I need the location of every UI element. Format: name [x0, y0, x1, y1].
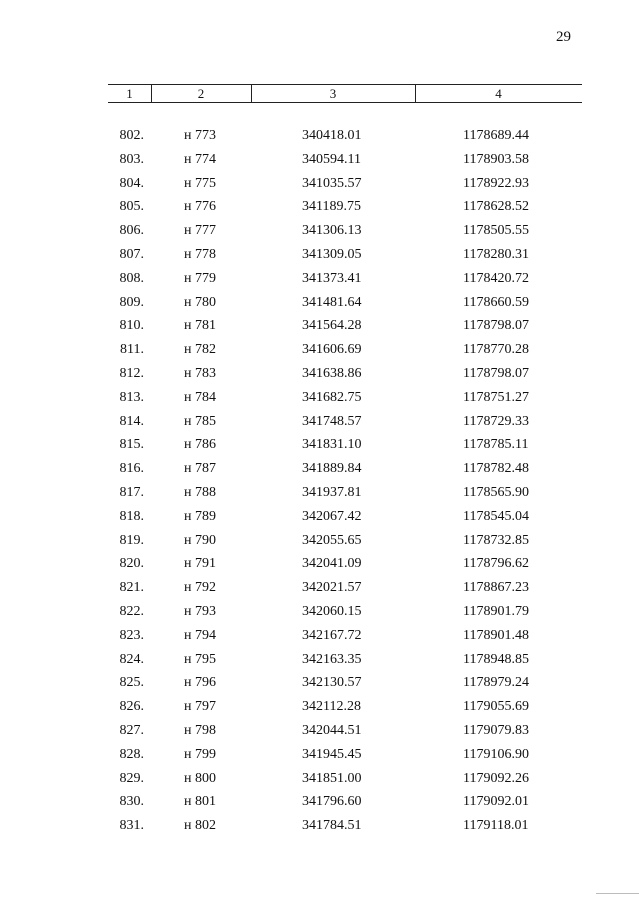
row-number: 803.: [119, 151, 144, 167]
header-bottom-rule: [108, 102, 582, 103]
row-number: 820.: [119, 556, 144, 572]
row-number: 825.: [119, 675, 144, 691]
row-number: 809.: [119, 294, 144, 310]
point-name: н 785: [184, 413, 216, 429]
header-divider: [415, 85, 416, 102]
point-name: н 790: [184, 532, 216, 548]
table-row: [0, 435, 639, 459]
row-number: 822.: [119, 603, 144, 619]
y-coordinate: 1179092.01: [463, 794, 529, 810]
row-number: 829.: [119, 770, 144, 786]
row-number: 818.: [119, 508, 144, 524]
x-coordinate: 341638.86: [302, 365, 362, 381]
x-coordinate: 342021.57: [302, 580, 362, 596]
table-row: [0, 126, 639, 150]
row-number: 813.: [119, 389, 144, 405]
point-name: н 786: [184, 437, 216, 453]
row-number: 823.: [119, 627, 144, 643]
table-row: [0, 364, 639, 388]
x-coordinate: 341189.75: [302, 199, 361, 215]
x-coordinate: 341606.69: [302, 342, 362, 358]
point-name: н 792: [184, 580, 216, 596]
table-row: [0, 721, 639, 745]
x-coordinate: 342044.51: [302, 722, 362, 738]
table-row: [0, 150, 639, 174]
x-coordinate: 341481.64: [302, 294, 362, 310]
x-coordinate: 341784.51: [302, 818, 362, 834]
x-coordinate: 341306.13: [302, 223, 362, 239]
header-col-4: 4: [495, 86, 502, 101]
y-coordinate: 1178628.52: [463, 199, 529, 215]
point-name: н 780: [184, 294, 216, 310]
row-number: 807.: [119, 246, 144, 262]
y-coordinate: 1178732.85: [463, 532, 529, 548]
point-name: н 791: [184, 556, 216, 572]
x-coordinate: 341831.10: [302, 437, 362, 453]
x-coordinate: 340594.11: [302, 151, 361, 167]
table-row: [0, 412, 639, 436]
row-number: 804.: [119, 175, 144, 191]
x-coordinate: 341937.81: [302, 484, 362, 500]
scan-edge-mark: [596, 893, 639, 894]
table-row: [0, 269, 639, 293]
x-coordinate: 341796.60: [302, 794, 362, 810]
y-coordinate: 1178979.24: [463, 675, 529, 691]
row-number: 805.: [119, 199, 144, 215]
table-row: [0, 174, 639, 198]
x-coordinate: 341889.84: [302, 461, 362, 477]
point-name: н 797: [184, 699, 216, 715]
header-col-3: 3: [329, 86, 337, 101]
row-number: 812.: [119, 365, 144, 381]
x-coordinate: 342167.72: [302, 627, 362, 643]
point-name: н 784: [184, 389, 216, 405]
point-name: н 788: [184, 484, 216, 500]
table-row: [0, 602, 639, 626]
x-coordinate: 341851.00: [302, 770, 362, 786]
y-coordinate: 1178770.28: [463, 342, 529, 358]
x-coordinate: 341748.57: [302, 413, 362, 429]
x-coordinate: 341373.41: [302, 270, 362, 286]
row-number: 830.: [119, 794, 144, 810]
point-name: н 775: [184, 175, 216, 191]
table-row: [0, 483, 639, 507]
x-coordinate: 342130.57: [302, 675, 362, 691]
x-coordinate: 342041.09: [302, 556, 362, 572]
x-coordinate: 342112.28: [302, 699, 361, 715]
table-row: [0, 531, 639, 555]
point-name: н 802: [184, 818, 216, 834]
x-coordinate: 342067.42: [302, 508, 362, 524]
y-coordinate: 1178751.27: [463, 389, 529, 405]
y-coordinate: 1179106.90: [463, 746, 529, 762]
row-number: 816.: [119, 461, 144, 477]
point-name: н 800: [184, 770, 216, 786]
point-name: н 796: [184, 675, 216, 691]
y-coordinate: 1178867.23: [463, 580, 529, 596]
row-number: 824.: [119, 651, 144, 667]
x-coordinate: 340418.01: [302, 128, 362, 143]
point-name: н 795: [184, 651, 216, 667]
table-row: [0, 245, 639, 269]
table-row: [0, 697, 639, 721]
header-divider: [151, 85, 152, 102]
y-coordinate: 1178660.59: [463, 294, 529, 310]
table-header: [108, 85, 582, 102]
y-coordinate: 1178729.33: [463, 413, 529, 429]
table-row: [0, 673, 639, 697]
point-name: н 801: [184, 794, 216, 810]
y-coordinate: 1179092.26: [463, 770, 529, 786]
y-coordinate: 1178280.31: [463, 246, 529, 262]
point-name: н 773: [184, 128, 216, 143]
y-coordinate: 1178785.11: [463, 437, 529, 453]
point-name: н 783: [184, 365, 216, 381]
x-coordinate: 342055.65: [302, 532, 362, 548]
y-coordinate: 1178922.93: [463, 175, 529, 191]
point-name: н 793: [184, 603, 216, 619]
row-number: 806.: [119, 223, 144, 239]
row-number: 808.: [119, 270, 144, 286]
point-name: н 799: [184, 746, 216, 762]
point-name: н 781: [184, 318, 216, 334]
row-number: 826.: [119, 699, 144, 715]
point-name: н 798: [184, 722, 216, 738]
point-name: н 789: [184, 508, 216, 524]
coordinates-table-body: [0, 126, 639, 840]
row-number: 802.: [119, 128, 144, 143]
point-name: н 787: [184, 461, 216, 477]
x-coordinate: 341945.45: [302, 746, 362, 762]
point-name: н 774: [184, 151, 216, 167]
y-coordinate: 1179118.01: [463, 818, 529, 834]
x-coordinate: 342060.15: [302, 603, 362, 619]
row-number: 814.: [119, 413, 144, 429]
header-col-2: 2: [197, 86, 205, 101]
table-row: [0, 578, 639, 602]
row-number: 821.: [119, 580, 144, 596]
y-coordinate: 1178565.90: [463, 484, 529, 500]
y-coordinate: 1178901.48: [463, 627, 529, 643]
x-coordinate: 341564.28: [302, 318, 362, 334]
point-name: н 794: [184, 627, 216, 643]
y-coordinate: 1178948.85: [463, 651, 529, 667]
table-row: [0, 459, 639, 483]
header-col-1: 1: [126, 86, 133, 101]
table-row: [0, 626, 639, 650]
row-number: 827.: [119, 722, 144, 738]
table-row: [0, 507, 639, 531]
row-number: 817.: [119, 484, 144, 500]
table-row: [0, 316, 639, 340]
row-number: 810.: [119, 318, 144, 334]
y-coordinate: 1178505.55: [463, 223, 529, 239]
table-row: [0, 554, 639, 578]
page-number: 29: [556, 29, 571, 45]
y-coordinate: 1178545.04: [463, 508, 529, 524]
y-coordinate: 1178798.07: [463, 318, 529, 334]
table-row: [0, 340, 639, 364]
header-divider: [251, 85, 252, 102]
row-number: 815.: [119, 437, 144, 453]
table-row: [0, 816, 639, 840]
table-row: [0, 769, 639, 793]
table-row: [0, 388, 639, 412]
point-name: н 782: [184, 342, 216, 358]
y-coordinate: 1178798.07: [463, 365, 529, 381]
x-coordinate: 341309.05: [302, 246, 362, 262]
y-coordinate: 1178689.44: [463, 128, 529, 143]
row-number: 811.: [120, 342, 144, 358]
row-number: 819.: [119, 532, 144, 548]
y-coordinate: 1178903.58: [463, 151, 529, 167]
point-name: н 778: [184, 246, 216, 262]
y-coordinate: 1178782.48: [463, 461, 529, 477]
row-number: 831.: [119, 818, 144, 834]
y-coordinate: 1179055.69: [463, 699, 529, 715]
table-row: [0, 221, 639, 245]
y-coordinate: 1178420.72: [463, 270, 529, 286]
table-row: [0, 745, 639, 769]
x-coordinate: 341035.57: [302, 175, 362, 191]
y-coordinate: 1178796.62: [463, 556, 529, 572]
table-row: [0, 197, 639, 221]
y-coordinate: 1179079.83: [463, 722, 529, 738]
point-name: н 777: [184, 223, 216, 239]
x-coordinate: 342163.35: [302, 651, 362, 667]
y-coordinate: 1178901.79: [463, 603, 529, 619]
table-row: [0, 792, 639, 816]
table-row: [0, 650, 639, 674]
point-name: н 779: [184, 270, 216, 286]
row-number: 828.: [119, 746, 144, 762]
table-row: [0, 293, 639, 317]
point-name: н 776: [184, 199, 216, 215]
x-coordinate: 341682.75: [302, 389, 362, 405]
